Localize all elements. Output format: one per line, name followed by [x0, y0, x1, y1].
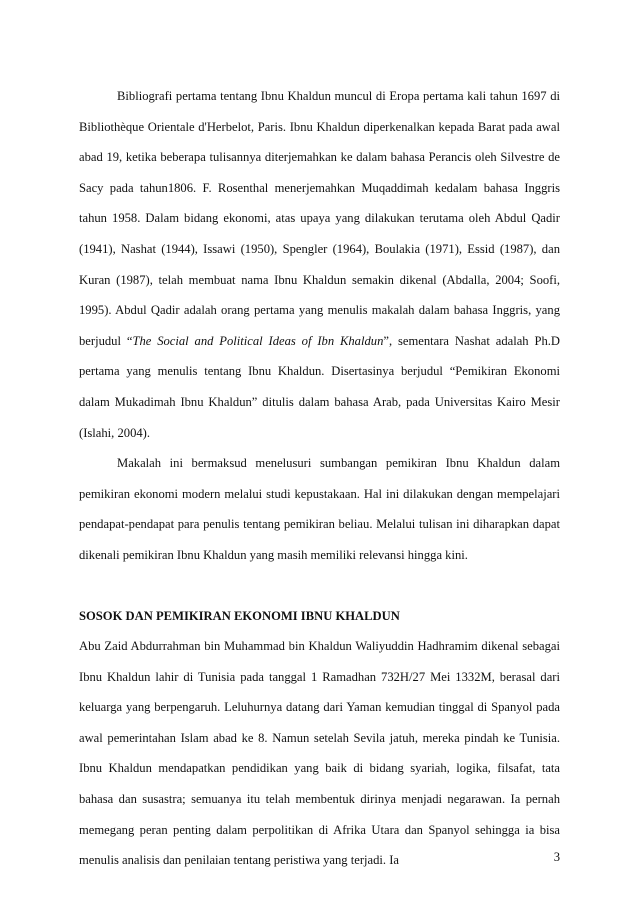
paragraph-bibliography-text-end: ”, sementara Nashat adalah Ph.D pertama yang menulis tentang Ibnu Khaldun. Disertasinya berjudul “Pemikiran Ekonomi dalam Mukadimah Ibnu Khaldun” ditulis dalam bahasa Arab, pada Universitas Kairo Mesir (Islahi, 2004). — [79, 333, 560, 440]
paragraph-biography: Abu Zaid Abdurrahman bin Muhammad bin Khaldun Waliyuddin Hadhramim dikenal sebagai Ibnu Khaldun lahir di Tunisia pada tanggal 1 Ramadhan 732H/27 Mei 1332M, berasal dari keluarga yang berpengaruh. Leluhurnya datang dari Yaman kemudian tinggal di Spanyol pada awal pemerintahan Islam abad ke 8. Namun setelah Sevila jatuh, mereka pindah ke Tunisia. Ibnu Khaldun mendapatkan pendidikan yang baik di bidang syariah, logika, filsafat, tata bahasa dan susastra; semuanya itu telah membentuk dirinya menjadi negarawan. Ia pernah memegang peran penting dalam perpolitikan di Afrika Utara dan Spanyol sehingga ia bisa menulis analisis dan penilaian tentang peristiwa yang terjadi. Ia — [79, 639, 560, 868]
book-title: The Social and Political Ideas of Ibn Khaldun — [132, 333, 384, 348]
section-heading: SOSOK DAN PEMIKIRAN EKONOMI IBNU KHALDUN — [79, 608, 400, 623]
page-number: 3 — [553, 850, 560, 864]
paragraph-bibliography-text: Bibliografi pertama tentang Ibnu Khaldun muncul di Eropa pertama kali tahun 1697 di Bibliothèque Orientale d'Herbelot, Paris. Ibnu Khaldun diperkenalkan kepada Barat pada awal abad 19, ketika beberapa tulisannya diterjemahkan ke dalam bahasa Perancis oleh Silvestre de Sacy pada tahun1806. F. Rosenthal menerjemahkan Muqaddimah kedalam bahasa Inggris tahun 1958. Dalam bidang ekonomi, atas upaya yang dilakukan terutama oleh Abdul Qadir (1941), Nashat (1944), Issawi (1950), Spengler (1964), Boulakia (1971), Essid (1987), dan Kuran (1987), telah membuat nama Ibnu Khaldun semakin dikenal (Abdalla, 2004; Soofi, 1995). Abdul Qadir adalah orang pertama yang menulis makalah dalam bahasa Inggris, yang berjudul “ — [79, 89, 560, 348]
paragraph-purpose: Makalah ini bermaksud menelusuri sumbangan pemikiran Ibnu Khaldun dalam pemikiran ekonomi modern melalui studi kepustakaan. Hal ini dilakukan dengan mempelajari pendapat-pendapat para penulis tentang pemikiran beliau. Melalui tulisan ini diharapkan dapat dikenali pemikiran Ibnu Khaldun yang masih memiliki relevansi hingga kini. — [79, 456, 560, 562]
document-body — [79, 81, 560, 876]
paragraph-bibliography — [79, 81, 560, 448]
